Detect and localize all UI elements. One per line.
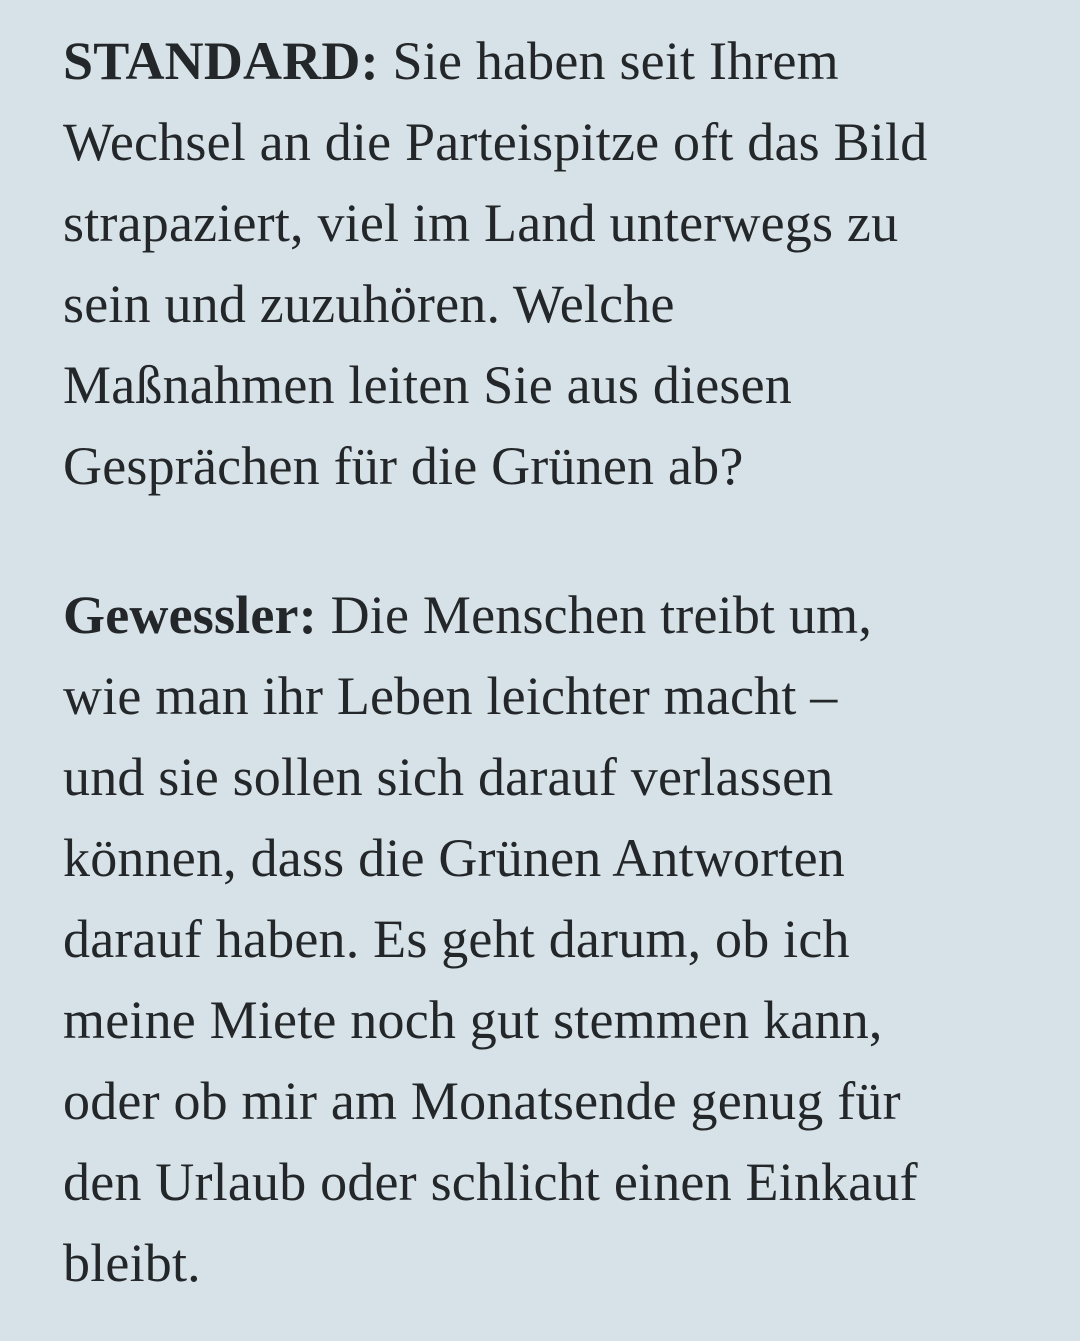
text-line: Maßnahmen leiten Sie aus diesen — [63, 355, 793, 415]
paragraph-question — [63, 21, 1020, 507]
text-line: den Urlaub oder schlicht einen Einkauf — [63, 1152, 918, 1212]
speaker-label-standard: STANDARD: — [63, 31, 379, 91]
paragraph-answer — [63, 575, 1020, 1304]
text-line: oder ob mir am Monatsende genug für — [63, 1071, 901, 1131]
text-line: darauf haben. Es geht darum, ob ich — [63, 909, 850, 969]
speaker-label-gewessler: Gewessler: — [63, 585, 317, 645]
text-line: Gesprächen für die Grünen ab? — [63, 436, 744, 496]
text-line: und sie sollen sich darauf verlassen — [63, 747, 834, 807]
text-line: wie man ihr Leben leichter macht – — [63, 666, 838, 726]
text-line: sein und zuzuhören. Welche — [63, 274, 675, 334]
text-line: strapaziert, viel im Land unterwegs zu — [63, 193, 899, 253]
text-line: bleibt. — [63, 1233, 201, 1293]
text-line: Die Menschen treibt um, — [330, 585, 873, 645]
text-line: meine Miete noch gut stemmen kann, — [63, 990, 883, 1050]
text-line: Wechsel an die Parteispitze oft das Bild — [63, 112, 928, 172]
text-line: können, dass die Grünen Antworten — [63, 828, 845, 888]
text-line: Sie haben seit Ihrem — [392, 31, 839, 91]
